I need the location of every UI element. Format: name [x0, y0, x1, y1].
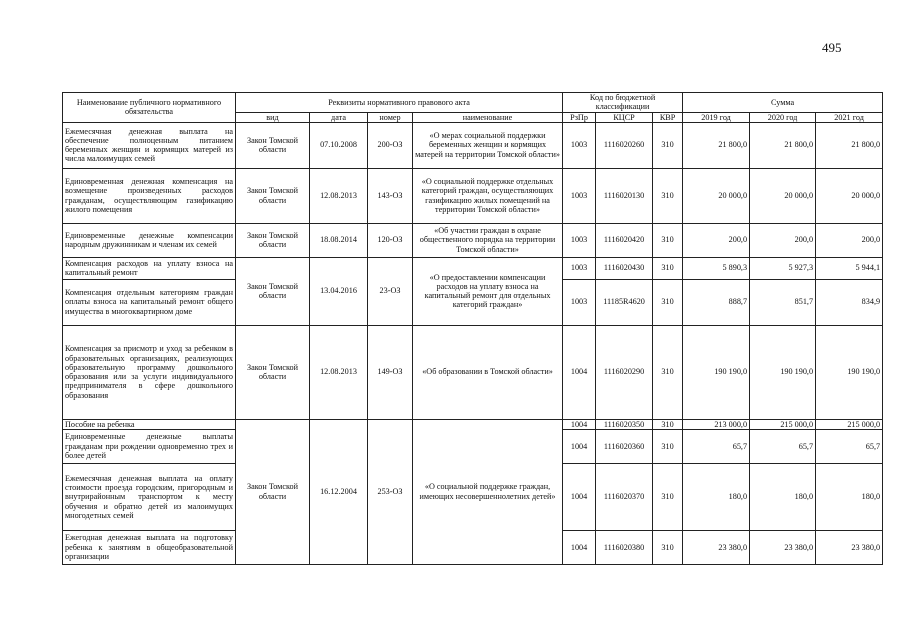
obligation-cell: Пособие на ребенка [63, 419, 236, 429]
sum-2020-cell: 20 000,0 [750, 168, 816, 223]
kvr-cell: 310 [653, 122, 683, 168]
sum-2021-cell: 20 000,0 [816, 168, 883, 223]
header-act-requisites: Реквизиты нормативного правового акта [236, 93, 563, 113]
sum-2020-cell: 851,7 [750, 279, 816, 325]
header-year-2019: 2019 год [683, 112, 750, 122]
page-number: 495 [822, 40, 842, 55]
kcsr-cell: 1116020350 [596, 419, 653, 429]
obligation-cell: Ежегодная денежная выплата на подготовку ребенка к занятиям в общеобразовательной организации [63, 530, 236, 564]
header-kvr: КВР [653, 112, 683, 122]
kvr-cell: 310 [653, 429, 683, 463]
act-number-cell: 149-ОЗ [368, 325, 413, 419]
act-date-cell: 12.08.2013 [310, 168, 368, 223]
header-kcsr: КЦСР [596, 112, 653, 122]
rzpr-cell: 1003 [563, 122, 596, 168]
sum-2019-cell: 65,7 [683, 429, 750, 463]
obligation-cell: Ежемесячная денежная выплата на оплату стоимости проезда городским, пригородным и внутрирайонным транспортом к месту обучения и обратно детей из малоимущих многодетных семей [63, 463, 236, 530]
sum-2019-cell: 5 890,3 [683, 257, 750, 279]
rzpr-cell: 1003 [563, 223, 596, 257]
table-row [63, 325, 883, 419]
obligation-cell: Единовременные денежные компенсации народным дружинникам и членам их семей [63, 223, 236, 257]
rzpr-cell: 1004 [563, 429, 596, 463]
rzpr-cell: 1003 [563, 279, 596, 325]
kcsr-cell: 1116020370 [596, 463, 653, 530]
rzpr-cell: 1003 [563, 257, 596, 279]
act-date-cell: 16.12.2004 [310, 419, 368, 564]
obligation-cell: Ежемесячная денежная выплата на обеспечение полноценным питанием беременных женщин и кормящих матерей из числа малоимущих семей [63, 122, 236, 168]
act-date-cell: 18.08.2014 [310, 223, 368, 257]
sum-2020-cell: 5 927,3 [750, 257, 816, 279]
act-date-cell: 12.08.2013 [310, 325, 368, 419]
header-rzpr: РзПр [563, 112, 596, 122]
sum-2021-cell: 65,7 [816, 429, 883, 463]
kcsr-cell: 1116020360 [596, 429, 653, 463]
sum-2021-cell: 190 190,0 [816, 325, 883, 419]
kcsr-cell: 11185R4620 [596, 279, 653, 325]
kcsr-cell: 1116020290 [596, 325, 653, 419]
sum-2019-cell: 23 380,0 [683, 530, 750, 564]
header-budget-code: Код по бюджетной классификации [563, 93, 683, 113]
act-type-cell: Закон Томской области [236, 223, 310, 257]
rzpr-cell: 1004 [563, 530, 596, 564]
sum-2019-cell: 888,7 [683, 279, 750, 325]
sum-2021-cell: 21 800,0 [816, 122, 883, 168]
sum-2019-cell: 200,0 [683, 223, 750, 257]
sum-2021-cell: 23 380,0 [816, 530, 883, 564]
act-name-cell: «Об образовании в Томской области» [413, 325, 563, 419]
header-sum: Сумма [683, 93, 883, 113]
act-name-cell: «О социальной поддержке отдельных категорий граждан, осуществляющих газификацию жилых помещений на территории Томской области» [413, 168, 563, 223]
kcsr-cell: 1116020430 [596, 257, 653, 279]
act-name-cell: «О социальной поддержке граждан, имеющих несовершеннолетних детей» [413, 419, 563, 564]
kvr-cell: 310 [653, 168, 683, 223]
act-name-cell: «Об участии граждан в охране общественного порядка на территории Томской области» [413, 223, 563, 257]
rzpr-cell: 1003 [563, 168, 596, 223]
kcsr-cell: 1116020130 [596, 168, 653, 223]
header-type: вид [236, 112, 310, 122]
header-year-2021: 2021 год [816, 112, 883, 122]
obligation-cell: Компенсация расходов на уплату взноса на капитальный ремонт [63, 257, 236, 279]
kcsr-cell: 1116020420 [596, 223, 653, 257]
obligation-cell: Компенсация за присмотр и уход за ребенком в образовательных организациях, реализующих образовательную программу дошкольного образования или за услуги индивидуального предпринимателя в сфере дошкольного образования [63, 325, 236, 419]
table-row [63, 168, 883, 223]
act-number-cell: 120-ОЗ [368, 223, 413, 257]
sum-2020-cell: 65,7 [750, 429, 816, 463]
kvr-cell: 310 [653, 463, 683, 530]
kvr-cell: 310 [653, 279, 683, 325]
sum-2021-cell: 215 000,0 [816, 419, 883, 429]
rzpr-cell: 1004 [563, 419, 596, 429]
act-type-cell: Закон Томской области [236, 122, 310, 168]
rzpr-cell: 1004 [563, 325, 596, 419]
header-date: дата [310, 112, 368, 122]
sum-2021-cell: 180,0 [816, 463, 883, 530]
kvr-cell: 310 [653, 530, 683, 564]
sum-2019-cell: 190 190,0 [683, 325, 750, 419]
header-name: наименование [413, 112, 563, 122]
act-name-cell: «О мерах социальной поддержки беременных женщин и кормящих матерей на территории Томской области» [413, 122, 563, 168]
act-date-cell: 07.10.2008 [310, 122, 368, 168]
act-type-cell: Закон Томской области [236, 168, 310, 223]
budget-obligations-table [62, 92, 883, 565]
act-number-cell: 143-ОЗ [368, 168, 413, 223]
act-number-cell: 23-ОЗ [368, 257, 413, 325]
kvr-cell: 310 [653, 325, 683, 419]
kvr-cell: 310 [653, 257, 683, 279]
sum-2021-cell: 5 944,1 [816, 257, 883, 279]
sum-2021-cell: 834,9 [816, 279, 883, 325]
sum-2020-cell: 23 380,0 [750, 530, 816, 564]
obligation-cell: Единовременная денежная компенсация на возмещение произведенных расходов гражданам, осуществляющим газификацию жилого помещения [63, 168, 236, 223]
header-year-2020: 2020 год [750, 112, 816, 122]
table-row [63, 257, 883, 279]
sum-2020-cell: 190 190,0 [750, 325, 816, 419]
act-date-cell: 13.04.2016 [310, 257, 368, 325]
act-type-cell: Закон Томской области [236, 419, 310, 564]
act-type-cell: Закон Томской области [236, 325, 310, 419]
table-row [63, 419, 883, 429]
kcsr-cell: 1116020260 [596, 122, 653, 168]
act-number-cell: 253-ОЗ [368, 419, 413, 564]
act-number-cell: 200-ОЗ [368, 122, 413, 168]
sum-2019-cell: 20 000,0 [683, 168, 750, 223]
header-obligation: Наименование публичного нормативного обязательства [63, 93, 236, 123]
sum-2019-cell: 213 000,0 [683, 419, 750, 429]
kvr-cell: 310 [653, 419, 683, 429]
table-row [63, 122, 883, 168]
sum-2020-cell: 215 000,0 [750, 419, 816, 429]
sum-2020-cell: 21 800,0 [750, 122, 816, 168]
table-row [63, 223, 883, 257]
act-type-cell: Закон Томской области [236, 257, 310, 325]
sum-2019-cell: 21 800,0 [683, 122, 750, 168]
rzpr-cell: 1004 [563, 463, 596, 530]
act-name-cell: «О предоставлении компенсации расходов на уплату взноса на капитальный ремонт для отдельных категорий граждан» [413, 257, 563, 325]
sum-2020-cell: 200,0 [750, 223, 816, 257]
header-number: номер [368, 112, 413, 122]
obligation-cell: Единовременные денежные выплаты гражданам при рождении одновременно трех и более детей [63, 429, 236, 463]
sum-2019-cell: 180,0 [683, 463, 750, 530]
sum-2020-cell: 180,0 [750, 463, 816, 530]
sum-2021-cell: 200,0 [816, 223, 883, 257]
kcsr-cell: 1116020380 [596, 530, 653, 564]
kvr-cell: 310 [653, 223, 683, 257]
obligation-cell: Компенсация отдельным категориям граждан оплаты взноса на капитальный ремонт общего имущества в многоквартирном доме [63, 279, 236, 325]
